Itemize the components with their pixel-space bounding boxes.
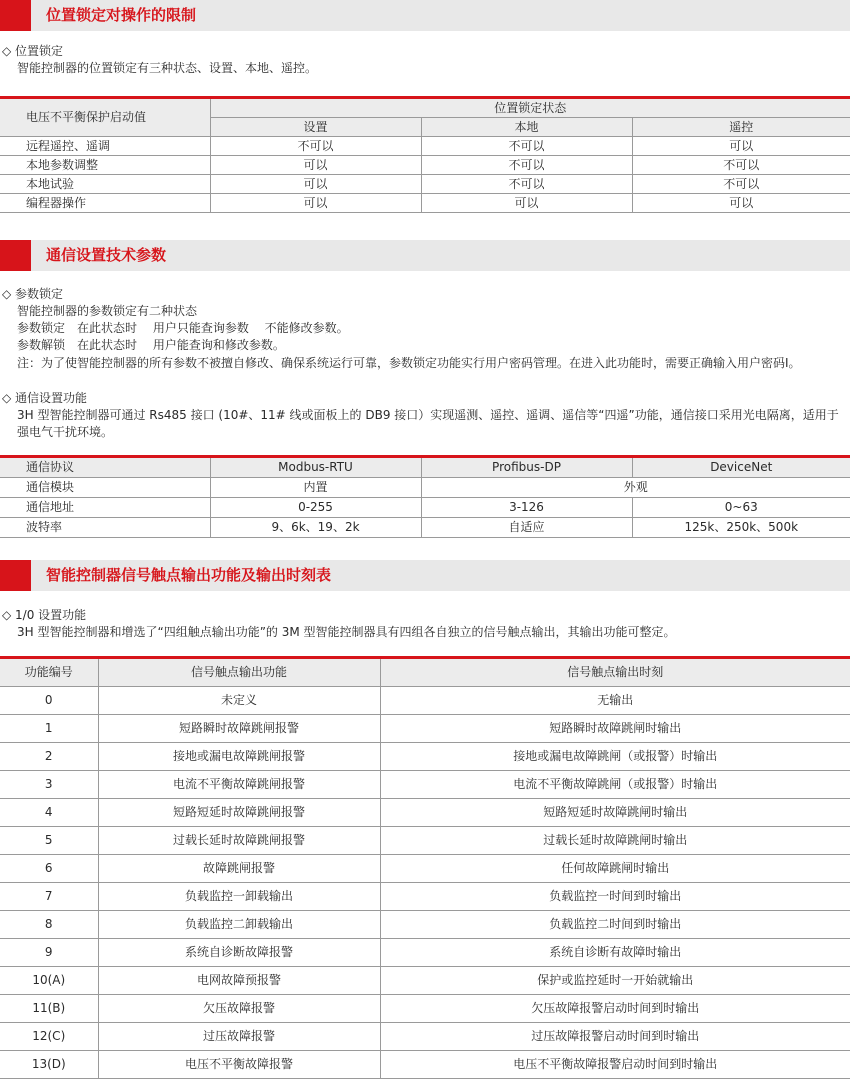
output-function: 欠压故障报警 (98, 995, 380, 1023)
row-header-cell: 电压不平衡保护启动值 (0, 98, 210, 137)
section-title: 通信设置技术参数 (46, 246, 167, 264)
table-row (0, 1051, 850, 1079)
table-row (0, 156, 850, 175)
table-cell: 不可以 (421, 175, 632, 194)
output-function: 系统自诊断故障报警 (98, 939, 380, 967)
param-lock-note: 注：为了使智能控制器的所有参数不被擅自修改、确保系统运行可靠，参数锁定功能实行用户密码管理。在进入此功能时，需要正确输入用户密码Ⅰ。 (17, 356, 801, 370)
table-row (0, 1023, 850, 1051)
table-cell: 不可以 (632, 175, 850, 194)
table-header-row (0, 98, 850, 118)
function-number: 7 (0, 883, 98, 911)
param-lock-line: 智能控制器的参数锁定有二种状态 (17, 304, 198, 318)
output-timing: 短路短延时故障跳闸时输出 (380, 799, 850, 827)
io-setting-desc: 3H 型智能控制器和增选了“四组触点输出功能”的 3M 型智能控制器具有四组各自独立的信号触点输出，其输出功能可整定。 (17, 625, 676, 639)
column-header: 通信协议 (0, 457, 210, 478)
table-row (0, 518, 850, 538)
table-cell: 0~63 (632, 498, 850, 518)
signal-output-table (0, 656, 850, 1079)
table-row (0, 911, 850, 939)
table-row (0, 939, 850, 967)
function-number: 8 (0, 911, 98, 939)
output-timing: 过载长延时故障跳闸时输出 (380, 827, 850, 855)
table-cell: 不可以 (210, 137, 421, 156)
row-label: 远程遥控、遥调 (0, 137, 210, 156)
group-header-cell: 位置锁定状态 (210, 98, 850, 118)
param-lock-line: 参数锁定 在此状态时 用户只能查询参数 不能修改参数。 (17, 321, 349, 335)
output-function: 接地或漏电故障跳闸报警 (98, 743, 380, 771)
table-row (0, 883, 850, 911)
table-cell: 外观 (421, 478, 850, 498)
column-header: 设置 (210, 118, 421, 137)
output-timing: 接地或漏电故障跳闸（或报警）时输出 (380, 743, 850, 771)
output-timing: 负载监控二时间到时输出 (380, 911, 850, 939)
column-header: 信号触点输出功能 (98, 658, 380, 687)
table-cell: 内置 (210, 478, 421, 498)
table-header-row (0, 658, 850, 687)
output-timing: 负载监控一时间到时输出 (380, 883, 850, 911)
section-header-comm-params (0, 240, 850, 272)
output-timing: 短路瞬时故障跳闸时输出 (380, 715, 850, 743)
function-number: 12(C) (0, 1023, 98, 1051)
section-title: 智能控制器信号触点输出功能及输出时刻表 (46, 566, 332, 584)
output-function: 过压故障报警 (98, 1023, 380, 1051)
row-label: 波特率 (0, 518, 210, 538)
function-number: 1 (0, 715, 98, 743)
param-unlock-line: 参数解锁 在此状态时 用户能查询和修改参数。 (17, 338, 285, 352)
bullet-comm-setting: ◇ 通信设置功能 (2, 391, 88, 405)
table-cell: 可以 (421, 194, 632, 213)
function-number: 2 (0, 743, 98, 771)
function-number: 13(D) (0, 1051, 98, 1079)
output-function: 过载长延时故障跳闸报警 (98, 827, 380, 855)
table-cell: 可以 (210, 175, 421, 194)
table-row (0, 771, 850, 799)
table-cell: 不可以 (421, 137, 632, 156)
output-function: 短路瞬时故障跳闸报警 (98, 715, 380, 743)
table-cell: 可以 (632, 137, 850, 156)
section-title: 位置锁定对操作的限制 (46, 6, 197, 24)
output-timing: 系统自诊断有故障时输出 (380, 939, 850, 967)
table-row (0, 175, 850, 194)
function-number: 11(B) (0, 995, 98, 1023)
output-timing: 无输出 (380, 687, 850, 715)
output-function: 故障跳闸报警 (98, 855, 380, 883)
function-number: 6 (0, 855, 98, 883)
table-cell: 可以 (210, 156, 421, 175)
table-row (0, 743, 850, 771)
function-number: 0 (0, 687, 98, 715)
bullet-io-setting: ◇ 1/0 设置功能 (2, 608, 87, 622)
output-timing: 保护或监控延时一开始就输出 (380, 967, 850, 995)
output-function: 未定义 (98, 687, 380, 715)
section-marker (0, 560, 31, 591)
output-timing: 电压不平衡故障报警启动时间到时输出 (380, 1051, 850, 1079)
output-function: 电流不平衡故障跳闸报警 (98, 771, 380, 799)
table-row (0, 799, 850, 827)
table-row (0, 194, 850, 213)
position-lock-table (0, 96, 850, 213)
column-header: 信号触点输出时刻 (380, 658, 850, 687)
table-header-row (0, 457, 850, 478)
table-cell: 125k、250k、500k (632, 518, 850, 538)
table-row (0, 478, 850, 498)
table-cell: 3-126 (421, 498, 632, 518)
output-function: 电压不平衡故障报警 (98, 1051, 380, 1079)
function-number: 4 (0, 799, 98, 827)
output-timing: 欠压故障报警启动时间到时输出 (380, 995, 850, 1023)
column-header: DeviceNet (632, 457, 850, 478)
section-header-signal-output (0, 560, 850, 592)
table-row (0, 967, 850, 995)
output-timing: 过压故障报警启动时间到时输出 (380, 1023, 850, 1051)
output-function: 电网故障预报警 (98, 967, 380, 995)
table-row (0, 855, 850, 883)
bullet-param-lock: ◇ 参数锁定 (2, 287, 64, 301)
function-number: 5 (0, 827, 98, 855)
column-header: 功能编号 (0, 658, 98, 687)
table-cell: 可以 (210, 194, 421, 213)
table-row (0, 995, 850, 1023)
table-cell: 0-255 (210, 498, 421, 518)
row-label: 本地参数调整 (0, 156, 210, 175)
output-function: 负载监控一卸载输出 (98, 883, 380, 911)
section-marker (0, 240, 31, 271)
output-timing: 任何故障跳闸时输出 (380, 855, 850, 883)
output-timing: 电流不平衡故障跳闸（或报警）时输出 (380, 771, 850, 799)
function-number: 3 (0, 771, 98, 799)
table-cell: 9、6k、19、2k (210, 518, 421, 538)
bullet-position-lock: ◇ 位置锁定 (2, 44, 64, 58)
row-label: 通信模块 (0, 478, 210, 498)
section-marker (0, 0, 31, 31)
table-row (0, 827, 850, 855)
comm-setting-desc: 3H 型智能控制器可通过 Rs485 接口 (10#、11# 线或面板上的 DB9 接口）实现遥测、遥控、遥调、遥信等“四遥”功能，通信接口采用光电隔离，适用于强电气干扰环境。 (17, 408, 839, 439)
column-header: Profibus-DP (421, 457, 632, 478)
row-label: 编程器操作 (0, 194, 210, 213)
column-header: 本地 (421, 118, 632, 137)
output-function: 负载监控二卸载输出 (98, 911, 380, 939)
table-cell: 不可以 (421, 156, 632, 175)
table-row (0, 715, 850, 743)
output-function: 短路短延时故障跳闸报警 (98, 799, 380, 827)
row-label: 本地试验 (0, 175, 210, 194)
column-header: Modbus-RTU (210, 457, 421, 478)
comm-params-table (0, 455, 850, 538)
table-row (0, 687, 850, 715)
function-number: 9 (0, 939, 98, 967)
section-header-position-lock (0, 0, 850, 32)
position-lock-desc: 智能控制器的位置锁定有三种状态、设置、本地、遥控。 (17, 61, 318, 75)
table-cell: 可以 (632, 194, 850, 213)
table-row (0, 137, 850, 156)
table-cell: 自适应 (421, 518, 632, 538)
row-label: 通信地址 (0, 498, 210, 518)
table-cell: 不可以 (632, 156, 850, 175)
table-row (0, 498, 850, 518)
column-header: 遥控 (632, 118, 850, 137)
function-number: 10(A) (0, 967, 98, 995)
